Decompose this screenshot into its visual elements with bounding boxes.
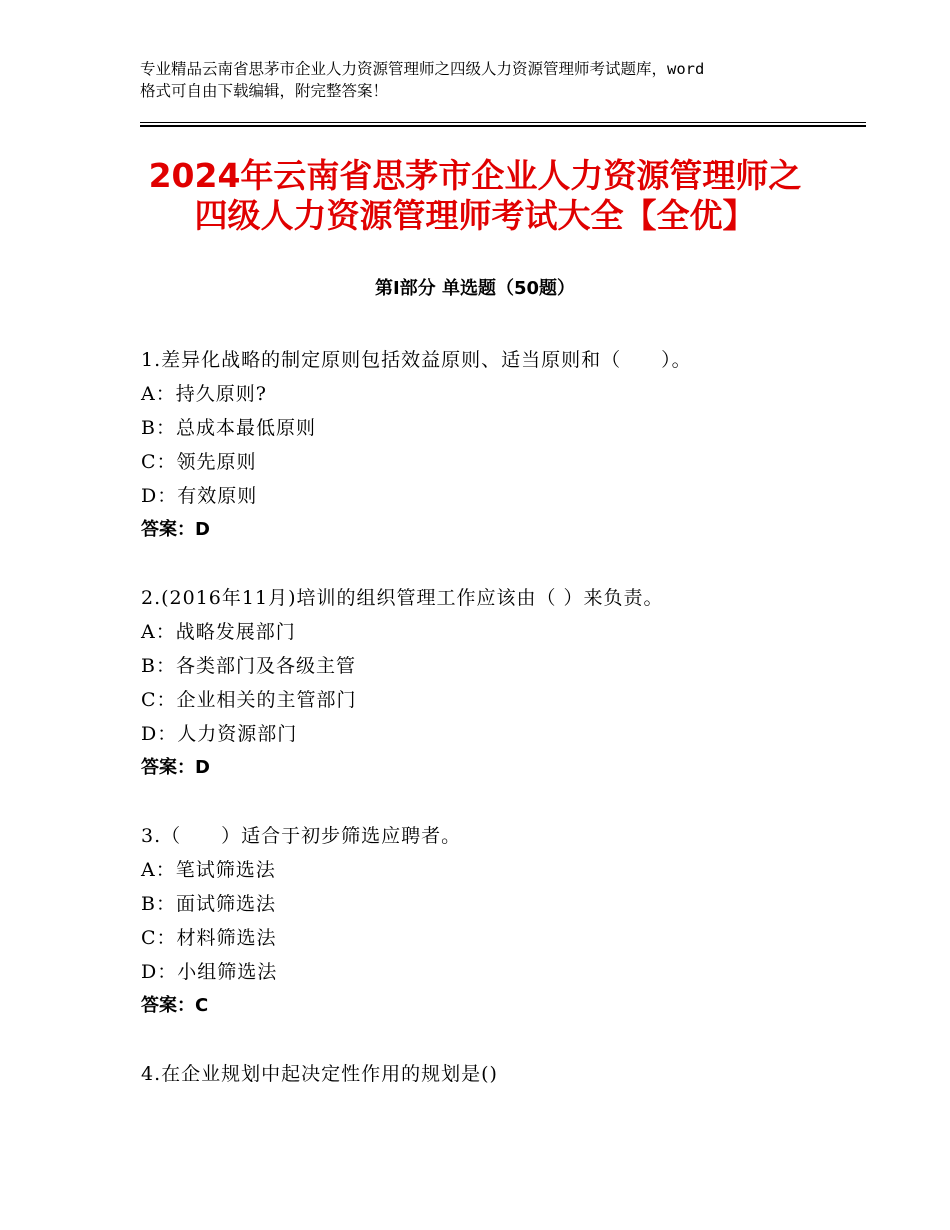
option-d: D：有效原则 bbox=[141, 485, 258, 507]
answer-label: 答案：D bbox=[141, 519, 210, 540]
header-divider-thick bbox=[140, 125, 866, 127]
header-divider-thin bbox=[140, 122, 866, 123]
document-title bbox=[100, 156, 850, 236]
question-stem: 3.（ ）适合于初步筛选应聘者。 bbox=[141, 825, 462, 847]
question-stem: 2.(2016年11月)培训的组织管理工作应该由（ ）来负责。 bbox=[141, 587, 664, 609]
header-note bbox=[140, 58, 840, 102]
question-item bbox=[141, 819, 841, 1023]
option-c: C：材料筛选法 bbox=[141, 927, 277, 949]
question-stem: 1.差异化战略的制定原则包括效益原则、适当原则和（ ）。 bbox=[141, 349, 692, 371]
option-d: D：人力资源部门 bbox=[141, 723, 298, 745]
option-b: B：总成本最低原则 bbox=[141, 417, 316, 439]
document-title-line-1: 2024年云南省思茅市企业人力资源管理师之 bbox=[148, 156, 802, 195]
document-title-line-2: 四级人力资源管理师考试大全【全优】 bbox=[194, 196, 756, 235]
header-note-line-2: 格式可自由下载编辑，附完整答案！ bbox=[140, 82, 389, 100]
question-item bbox=[141, 581, 841, 785]
question-item bbox=[141, 1057, 841, 1091]
answer-label: 答案：C bbox=[141, 995, 209, 1016]
question-list bbox=[141, 343, 841, 1125]
header-note-line-1: 专业精品云南省思茅市企业人力资源管理师之四级人力资源管理师考试题库，word bbox=[140, 60, 705, 78]
option-a: A：持久原则? bbox=[141, 383, 267, 405]
question-item bbox=[141, 343, 841, 547]
option-a: A：笔试筛选法 bbox=[141, 859, 276, 881]
answer-label: 答案：D bbox=[141, 757, 210, 778]
section-title: 第Ⅰ部分 单选题（50题） bbox=[374, 278, 575, 299]
question-stem: 4.在企业规划中起决定性作用的规划是() bbox=[141, 1063, 498, 1085]
option-c: C：企业相关的主管部门 bbox=[141, 689, 357, 711]
option-d: D：小组筛选法 bbox=[141, 961, 278, 983]
option-a: A：战略发展部门 bbox=[141, 621, 296, 643]
option-b: B：各类部门及各级主管 bbox=[141, 655, 356, 677]
option-b: B：面试筛选法 bbox=[141, 893, 276, 915]
option-c: C：领先原则 bbox=[141, 451, 257, 473]
